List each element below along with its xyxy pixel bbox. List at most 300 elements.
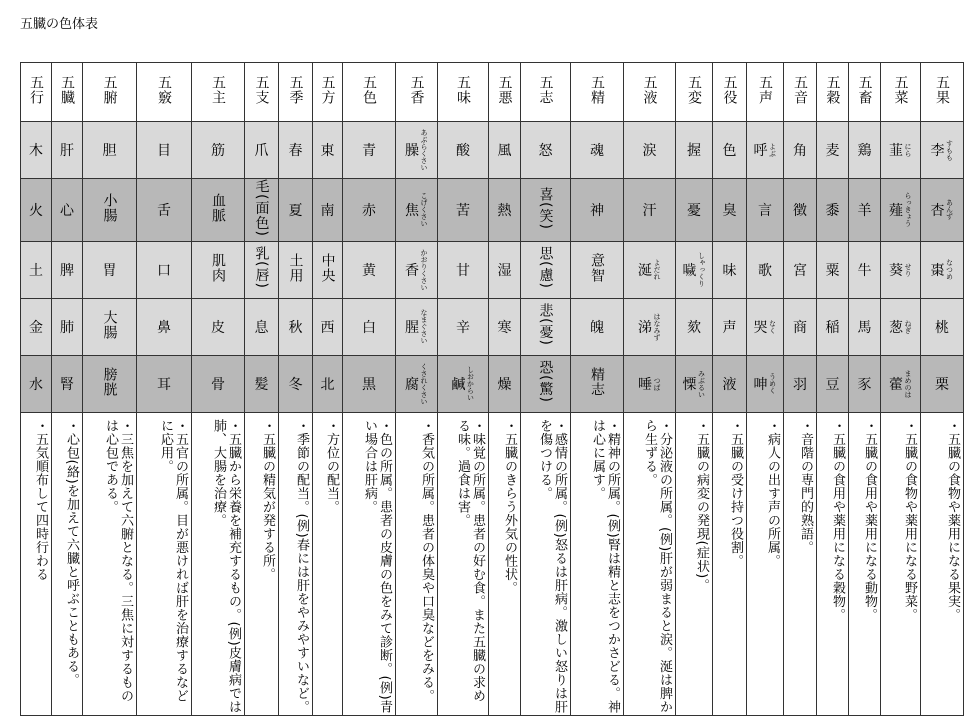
description-cell <box>817 412 849 715</box>
header-cell <box>849 63 881 122</box>
table-row <box>21 179 964 242</box>
cell-text: 涎 <box>638 262 652 279</box>
header-cell <box>52 63 83 122</box>
cell-text: 耳 <box>157 376 171 393</box>
reading-annotation: あぶらくさい <box>420 129 428 171</box>
cell-text: 青 <box>362 143 376 159</box>
cell-text: 土用 <box>287 252 304 283</box>
table-cell <box>921 122 964 179</box>
cell-text: 葱 <box>889 319 903 336</box>
cell-text: 魄 <box>590 319 604 336</box>
cell-text: 五菜 <box>892 75 909 105</box>
table-cell <box>817 298 849 355</box>
cell-text: 宮 <box>793 262 807 279</box>
cell-text: 喜(笑) <box>537 186 554 230</box>
table-cell <box>881 355 921 412</box>
header-cell <box>83 63 137 122</box>
table-cell <box>245 355 279 412</box>
cell-text: 握 <box>687 143 701 159</box>
cell-text: 五香 <box>408 75 425 105</box>
cell-text: 藿 <box>889 376 903 393</box>
table-cell <box>747 241 784 298</box>
table-cell <box>396 179 438 242</box>
cell-text: 五変 <box>686 75 702 105</box>
table-cell <box>489 298 521 355</box>
table-cell <box>137 122 192 179</box>
cell-text: 東 <box>320 143 335 159</box>
description-text: ・ 季節の配当。(例)春には肝をやみやすいなど。 <box>294 419 309 715</box>
description-cell <box>489 412 521 715</box>
description-text: ・ 五臓の受け持つ役割。 <box>728 419 743 715</box>
cell-text: 血脈 <box>210 192 226 223</box>
cell-text: 春 <box>288 143 303 159</box>
reading-annotation: こげくさい <box>420 192 428 228</box>
cell-text: 五役 <box>721 75 738 105</box>
description-cell <box>784 412 817 715</box>
reading-annotation: しゃっくり <box>697 252 706 288</box>
table-cell <box>817 179 849 242</box>
table-cell <box>713 355 747 412</box>
table-cell <box>343 241 396 298</box>
cell-text: 悲(憂) <box>537 303 554 347</box>
table-cell <box>784 179 817 242</box>
header-cell <box>438 63 489 122</box>
table-cell <box>52 122 83 179</box>
table-cell <box>279 355 313 412</box>
cell-text: 舌 <box>157 202 171 219</box>
description-text: ・ 五臓の病変の発現(症状)。 <box>694 419 709 715</box>
cell-text: 五味 <box>455 75 471 105</box>
table-cell <box>438 122 489 179</box>
description-text: ・ 精神の所属。(例)腎は精と志をつかさどる。神は心に属す。 <box>590 419 620 715</box>
header-cell <box>881 63 921 122</box>
cell-text: 五季 <box>287 75 304 105</box>
reading-annotation: まめのは <box>904 369 912 398</box>
cell-text: 夏 <box>288 202 303 219</box>
cell-text: 歌 <box>758 262 772 279</box>
cell-text: 乳(唇) <box>253 246 270 290</box>
table-cell <box>849 355 881 412</box>
description-text: ・ 五臓の精気が発する所。 <box>260 419 275 715</box>
cell-text: 冬 <box>288 376 303 393</box>
table-cell <box>52 179 83 242</box>
table-cell <box>784 298 817 355</box>
cell-text: 思(慮) <box>537 246 554 290</box>
cell-text: 目 <box>157 143 171 159</box>
reading-annotation: しおからい <box>466 366 475 402</box>
cell-text: 五腑 <box>101 75 118 105</box>
description-cell <box>313 412 343 715</box>
description-cell <box>521 412 571 715</box>
cell-text: 薤 <box>889 202 903 219</box>
reading-annotation: よぶ <box>768 143 777 157</box>
table-cell <box>396 122 438 179</box>
description-text: ・ 五臓の食物や薬用になる野菜。 <box>902 419 917 715</box>
cell-text: 五精 <box>589 75 605 105</box>
table-cell <box>192 298 245 355</box>
table-cell <box>713 298 747 355</box>
reading-annotation: なつめ <box>945 259 954 281</box>
reading-annotation: なまぐさい <box>420 309 428 345</box>
cell-text: 声 <box>722 319 737 336</box>
cell-text: 汗 <box>642 202 657 219</box>
cell-text: 噦 <box>682 262 697 279</box>
cell-text: 胃 <box>102 262 117 279</box>
reading-annotation: はなみず <box>653 312 661 341</box>
cell-text: 韮 <box>889 143 903 159</box>
cell-text: 色 <box>722 143 737 159</box>
table-cell <box>396 298 438 355</box>
cell-text: 湿 <box>497 262 512 279</box>
header-cell <box>21 63 52 122</box>
reading-annotation: うめく <box>768 373 777 395</box>
header-cell <box>817 63 849 122</box>
cell-text: 稲 <box>825 319 840 336</box>
description-cell <box>438 412 489 715</box>
header-cell <box>624 63 676 122</box>
table-cell <box>571 122 624 179</box>
cell-text: 肝 <box>60 143 74 159</box>
table-cell <box>83 298 137 355</box>
description-cell <box>52 412 83 715</box>
table-cell <box>624 241 676 298</box>
cell-text: 涕 <box>638 319 652 336</box>
reading-annotation: くされくさい <box>420 362 428 405</box>
header-cell <box>747 63 784 122</box>
cell-text: 羊 <box>857 202 872 219</box>
cell-text: 皮 <box>211 319 225 336</box>
cell-text: 胆 <box>102 143 117 159</box>
cell-text: 赤 <box>362 202 376 219</box>
description-cell <box>21 412 52 715</box>
description-cell <box>343 412 396 715</box>
table-cell <box>521 122 571 179</box>
cell-text: 葵 <box>889 262 903 279</box>
cell-text: 怒 <box>538 143 553 159</box>
table-cell <box>521 179 571 242</box>
cell-text: 哭 <box>753 319 768 336</box>
table-cell <box>817 355 849 412</box>
header-row <box>21 63 964 122</box>
cell-text: 辛 <box>456 319 470 336</box>
description-cell <box>571 412 624 715</box>
reading-annotation: つば <box>653 376 661 391</box>
reading-annotation: せり <box>904 262 912 277</box>
cell-text: 角 <box>793 143 807 159</box>
page-title: 五臓の色体表 <box>20 17 99 32</box>
reading-annotation: あんず <box>945 199 954 221</box>
table-cell <box>137 355 192 412</box>
cell-text: 口 <box>157 262 171 279</box>
description-cell <box>245 412 279 715</box>
description-cell <box>83 412 137 715</box>
cell-text: 鹹 <box>451 376 466 393</box>
table-cell <box>438 241 489 298</box>
cell-text: 金 <box>29 319 43 336</box>
cell-text: 鼻 <box>157 319 171 336</box>
cell-text: 豆 <box>825 376 840 393</box>
table-cell <box>52 241 83 298</box>
table-row <box>21 298 964 355</box>
cell-text: 五行 <box>28 75 44 105</box>
table-cell <box>747 122 784 179</box>
table-cell <box>52 355 83 412</box>
cell-text: 腐 <box>405 376 419 393</box>
table-cell <box>713 122 747 179</box>
description-text: ・ 五気順布して四時行わる <box>33 419 48 715</box>
table-cell <box>676 122 713 179</box>
cell-text: 神 <box>590 202 604 219</box>
cell-text: 言 <box>758 202 772 219</box>
table-cell <box>713 241 747 298</box>
table-cell <box>343 298 396 355</box>
description-text: ・ 三焦を加えて六腑となる。三焦に対するものは心包である。 <box>103 419 133 715</box>
table-cell <box>245 241 279 298</box>
table-cell <box>849 179 881 242</box>
table-cell <box>784 355 817 412</box>
table-cell <box>713 179 747 242</box>
table-cell <box>676 179 713 242</box>
cell-text: 西 <box>320 319 335 336</box>
cell-text: 息 <box>254 319 269 336</box>
description-text: ・ 分泌液の所属。(例)肝が弱まると涙。涎は脾から生ずる。 <box>642 419 672 715</box>
cell-text: 秋 <box>288 319 303 336</box>
cell-text: 熱 <box>497 202 512 219</box>
table-cell <box>624 122 676 179</box>
cell-text: 牛 <box>857 262 872 279</box>
description-text: ・ 心包(絡)を加えて六臓と呼ぶこともある。 <box>64 419 79 715</box>
cell-text: 五主 <box>210 75 226 105</box>
description-text: ・ 味覚の所属。患者の好む食。また五臓の求める味。過食は害。 <box>455 419 485 715</box>
description-cell <box>192 412 245 715</box>
description-cell <box>849 412 881 715</box>
table-cell <box>747 298 784 355</box>
cell-text: 呻 <box>753 376 768 393</box>
table-cell <box>245 298 279 355</box>
cell-text: 液 <box>722 376 737 393</box>
table-cell <box>343 355 396 412</box>
header-cell <box>396 63 438 122</box>
table-cell <box>489 241 521 298</box>
table-cell <box>192 179 245 242</box>
table-cell <box>747 179 784 242</box>
description-text: ・ 香気の所属。患者の体臭や口臭などをみる。 <box>419 419 434 715</box>
cell-text: 粟 <box>825 262 840 279</box>
table-cell <box>192 241 245 298</box>
table-cell <box>313 179 343 242</box>
cell-text: 甘 <box>456 262 470 279</box>
cell-text: 鶏 <box>857 143 872 159</box>
header-cell <box>676 63 713 122</box>
table-row <box>21 241 964 298</box>
cell-text: 木 <box>29 143 43 159</box>
table-cell <box>245 179 279 242</box>
cell-text: 栗 <box>935 376 949 393</box>
cell-text: 肌肉 <box>210 252 226 283</box>
table-cell <box>83 241 137 298</box>
cell-text: 膀胱 <box>101 366 118 397</box>
description-text: ・ 病人の出す声の所属。 <box>765 419 780 715</box>
cell-text: 髪 <box>254 376 269 393</box>
table-cell <box>21 355 52 412</box>
reading-annotation: かおりくさい <box>420 248 428 291</box>
cell-text: 寒 <box>497 319 512 336</box>
table-cell <box>624 179 676 242</box>
table-cell <box>313 241 343 298</box>
cell-text: 羽 <box>793 376 807 393</box>
cell-text: 水 <box>29 376 43 393</box>
cell-text: 腎 <box>60 376 74 393</box>
header-cell <box>489 63 521 122</box>
cell-text: 五竅 <box>156 75 172 105</box>
cell-text: 商 <box>793 319 807 336</box>
cell-text: 豕 <box>857 376 872 393</box>
cell-text: 涙 <box>642 143 657 159</box>
table-cell <box>881 298 921 355</box>
cell-text: 徴 <box>793 202 807 219</box>
table-cell <box>881 241 921 298</box>
table-cell <box>438 179 489 242</box>
header-cell <box>245 63 279 122</box>
table-cell <box>279 179 313 242</box>
header-cell <box>784 63 817 122</box>
header-cell <box>343 63 396 122</box>
table-cell <box>313 122 343 179</box>
cell-text: 精志 <box>589 366 605 397</box>
cell-text: 火 <box>29 202 43 219</box>
table-cell <box>83 122 137 179</box>
cell-text: 五畜 <box>856 75 873 105</box>
table-cell <box>571 355 624 412</box>
cell-text: 五果 <box>934 75 950 105</box>
cell-text: 苦 <box>456 202 470 219</box>
reading-annotation: にら <box>904 143 912 157</box>
table-cell <box>21 298 52 355</box>
cell-text: 筋 <box>211 143 225 159</box>
reading-annotation: よだれ <box>653 259 661 281</box>
cell-text: 骨 <box>211 376 225 393</box>
table-cell <box>489 179 521 242</box>
description-cell <box>713 412 747 715</box>
reading-annotation: みぶるい <box>697 369 706 398</box>
description-cell <box>921 412 964 715</box>
description-text: ・ 五臓の食物や薬用になる果実。 <box>945 419 960 715</box>
table-cell <box>83 179 137 242</box>
description-text: ・ 五臓のきらう外気の性状。 <box>502 419 517 715</box>
cell-text: 五支 <box>253 75 270 105</box>
cell-text: 五方 <box>319 75 336 105</box>
table-cell <box>676 355 713 412</box>
table-cell <box>192 355 245 412</box>
header-cell <box>313 63 343 122</box>
five-organs-table <box>20 62 964 716</box>
header-cell <box>192 63 245 122</box>
cell-text: 中央 <box>319 252 336 283</box>
table-cell <box>784 122 817 179</box>
description-text: ・ 五官の所属。目が悪ければ肝を治療するなどに応用。 <box>158 419 188 715</box>
table-cell <box>396 355 438 412</box>
table-cell <box>521 241 571 298</box>
table-cell <box>313 298 343 355</box>
description-cell <box>396 412 438 715</box>
cell-text: 五志 <box>537 75 554 105</box>
description-text: ・ 五臓の食用や薬用になる動物。 <box>862 419 877 715</box>
description-cell <box>137 412 192 715</box>
table-cell <box>849 298 881 355</box>
description-text: ・ 色の所属。患者の皮膚の色をみて診断。(例)青い場合は肝病。 <box>362 419 392 715</box>
cell-text: 唾 <box>638 376 652 393</box>
table-cell <box>921 355 964 412</box>
table-cell <box>676 241 713 298</box>
header-cell <box>137 63 192 122</box>
table-cell <box>343 122 396 179</box>
cell-text: 肺 <box>60 319 74 336</box>
table-cell <box>624 298 676 355</box>
table-cell <box>921 179 964 242</box>
cell-text: 五色 <box>361 75 377 105</box>
cell-text: 五悪 <box>496 75 513 105</box>
cell-text: 呼 <box>753 143 768 159</box>
header-cell <box>713 63 747 122</box>
description-text: ・ 音階の専門的熟語。 <box>798 419 813 715</box>
table-cell <box>137 298 192 355</box>
table-cell <box>624 355 676 412</box>
table-cell <box>747 355 784 412</box>
table-cell <box>571 241 624 298</box>
cell-text: 五臓 <box>59 75 75 105</box>
table-cell <box>881 122 921 179</box>
table-cell <box>849 122 881 179</box>
description-text: ・ 五臓から栄養を補充するもの。(例)皮膚病では肺、大腸を治療。 <box>211 419 241 715</box>
table-cell <box>817 122 849 179</box>
table-row <box>21 122 964 179</box>
cell-text: 香 <box>405 262 419 279</box>
cell-text: 土 <box>29 262 43 279</box>
table-cell <box>921 241 964 298</box>
table-cell <box>817 241 849 298</box>
cell-text: 白 <box>362 319 376 336</box>
table-cell <box>784 241 817 298</box>
table-row <box>21 355 964 412</box>
table-cell <box>571 298 624 355</box>
cell-text: 小腸 <box>101 192 118 223</box>
description-cell <box>279 412 313 715</box>
cell-text: 脾 <box>60 262 74 279</box>
cell-text: 大腸 <box>101 309 118 340</box>
table-cell <box>279 298 313 355</box>
table-cell <box>245 122 279 179</box>
cell-text: 魂 <box>590 143 604 159</box>
table-cell <box>21 241 52 298</box>
cell-text: 杏 <box>930 202 945 219</box>
cell-text: 黄 <box>362 262 376 279</box>
header-cell <box>279 63 313 122</box>
table-cell <box>192 122 245 179</box>
description-cell <box>881 412 921 715</box>
table-cell <box>489 122 521 179</box>
table-cell <box>279 241 313 298</box>
description-text: ・ 感情の所属。(例)怒るは肝病。激しい怒りは肝を傷つける。 <box>537 419 567 715</box>
description-row <box>21 412 964 715</box>
cell-text: 棗 <box>930 262 945 279</box>
description-text: ・ 五臓の食用や薬用になる穀物。 <box>830 419 845 715</box>
cell-text: 北 <box>320 376 335 393</box>
cell-text: 黍 <box>825 202 840 219</box>
cell-text: 爪 <box>254 143 269 159</box>
table-cell <box>52 298 83 355</box>
header-cell <box>571 63 624 122</box>
description-cell <box>676 412 713 715</box>
